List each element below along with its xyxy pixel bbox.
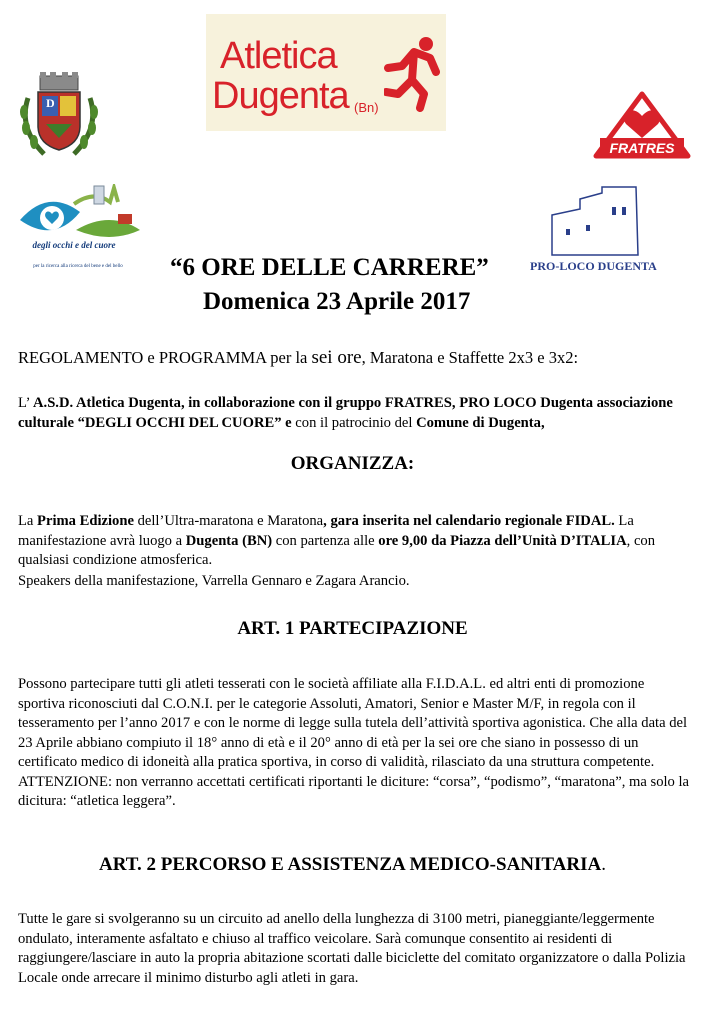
art2-body: Tutte le gare si svolgeranno su un circuito ad anello della lunghezza di 3100 metri, pianeggiante/leggermente ondulato, interamente asfaltato e chiuso al traffico veicolare. Sarà comunque consentito ai residenti di raggiungere/lasciare in auto la propria abitazione scortati dalle biciclette del comitato organizzatore o dalla Polizia Locale onde arrecare il minimo disturbo agli atleti in gara.: [18, 911, 686, 986]
club-name-line1: Atletica: [220, 35, 337, 77]
organizza-heading: ORGANIZZA:: [290, 453, 415, 474]
edition-s5: La manifestazione avrà luogo a: [18, 513, 634, 549]
intro-text-b: sei ore: [311, 347, 362, 368]
art2-heading-end: .: [601, 854, 606, 875]
proloco-label: PRO-LOCO DUGENTA: [530, 259, 657, 273]
art2-heading: [0, 853, 705, 877]
fratres-logo: [592, 90, 692, 162]
regulation-intro: [18, 347, 698, 369]
club-region: (Bn): [354, 100, 379, 115]
occhi-cuore-text: degli occhi e del cuore: [32, 240, 116, 250]
org-prefix: L’: [18, 395, 33, 411]
edition-s2: Prima Edizione: [37, 513, 134, 529]
club-name-line2: Dugenta: [212, 75, 349, 117]
occhi-cuore-logo: [14, 184, 142, 278]
edition-paragraph: [18, 512, 694, 571]
proloco-logo: [530, 185, 660, 275]
art1-body: Possono partecipare tutti gli atleti tesserati con le società affiliate alla F.I.D.A.L. ed altri enti di promozione sportiva riconosciuti dal C.O.N.I. per le categorie Assoluti, Amatori, Senior e Master M/F, in regola con il tesseramento per l’anno 2017 e con le norme di legge sulla tutela dell’attività sportiva agonistica. Che alla data del 23 Aprile abbiano compiuto il 18° anno di età e il 20° anno di età per la sei ore che siano in possesso di un certificato medico di idoneità alla pratica sportiva, in corso di validità, rilasciato da una struttura competente. ATTENZIONE: non verranno accettati certificati riportanti le diciture: “corsa”, “podismo”, “maratona”, ma solo la dicitura: “atletica leggera”.: [18, 676, 690, 809]
fratres-label: FRATRES: [609, 140, 675, 156]
speakers-line: Speakers della manifestazione, Varrella Gennaro e Zagara Arancio.: [18, 573, 410, 589]
edition-s9: , con qualsiasi condizione atmosferica.: [18, 532, 656, 568]
org-comune: Comune di Dugenta,: [416, 414, 545, 431]
comune-crest-logo: [14, 68, 104, 160]
runner-icon: [384, 36, 442, 112]
edition-s1: La: [18, 513, 38, 529]
atletica-dugenta-logo: [206, 14, 446, 131]
event-title: “6 ORE DELLE CARRERE”: [170, 254, 489, 281]
org-bold: A.S.D. Atletica Dugenta, in collaborazione con il gruppo FRATRES, PRO LOCO Dugenta associazione culturale “DEGLI OCCHI DEL CUORE” e: [18, 395, 673, 431]
edition-s3: dell’Ultra-maratona e Maratona: [133, 513, 324, 529]
edition-s4: , gara inserita nel calendario regionale FIDAL.: [323, 513, 615, 529]
crest-letter: D: [46, 96, 55, 110]
edition-s6: Dugenta (BN): [185, 532, 273, 549]
intro-text-c: , Maratona e Staffette 2x3 e 3x2:: [361, 348, 579, 367]
organizers-paragraph: [18, 394, 694, 433]
org-patronage: con il patrocinio del: [291, 414, 417, 431]
occhi-cuore-subtext: per la ricerca alla ricerca del bene e del bello: [33, 264, 123, 269]
intro-text-a: REGOLAMENTO e PROGRAMMA per la: [18, 348, 312, 367]
event-date: Domenica 23 Aprile 2017: [203, 288, 471, 315]
edition-s7: con partenza alle: [272, 532, 379, 549]
art1-heading: ART. 1 PARTECIPAZIONE: [237, 618, 468, 639]
art2-heading-text: ART. 2 PERCORSO E ASSISTENZA MEDICO-SANITARIA: [99, 854, 602, 875]
edition-s8: ore 9,00 da Piazza dell’Unità D’ITALIA: [378, 532, 627, 549]
